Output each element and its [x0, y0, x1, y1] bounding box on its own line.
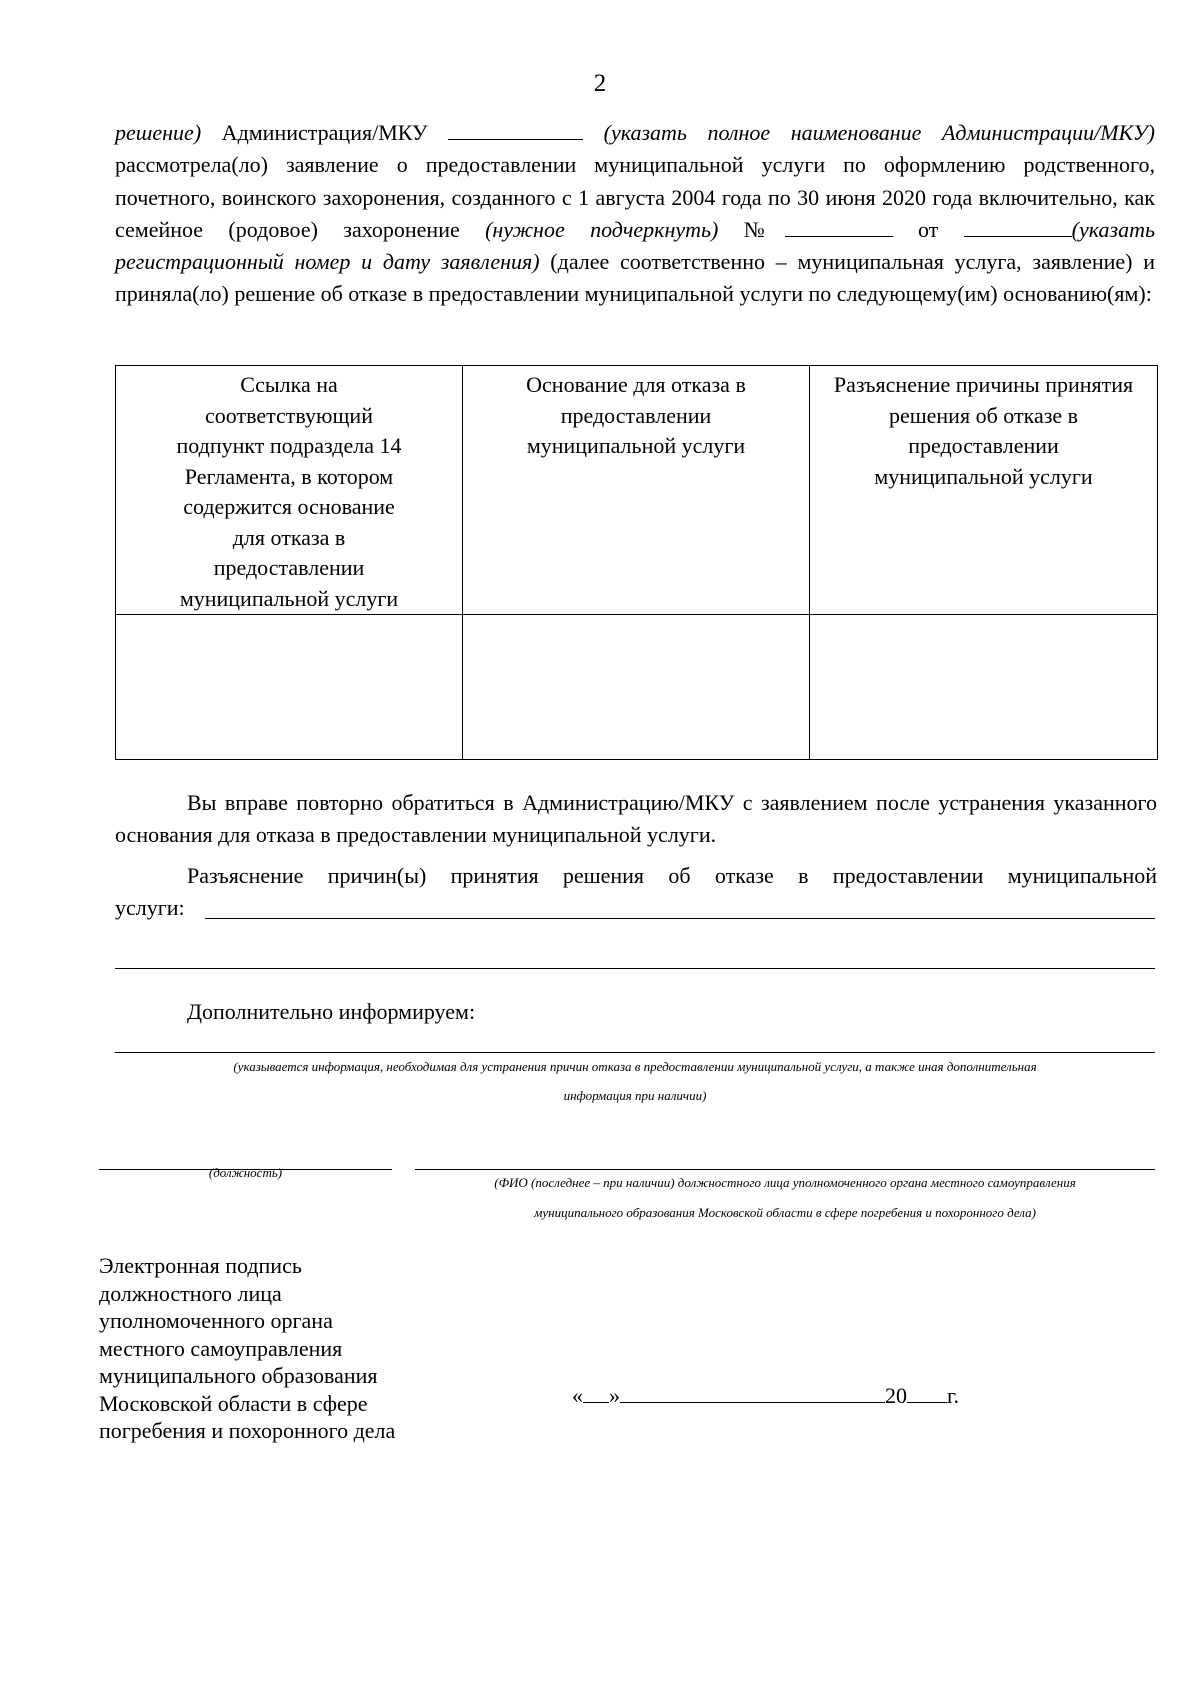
fio-caption-1: (ФИО (последнее – при наличии) должностного лица уполномоченного органа местного самоуправления [494, 1175, 1076, 1190]
organization-name-blank[interactable] [448, 119, 583, 140]
table-header-cell: Разъяснение причины принятия решения об отказе в предоставлении муниципальной услуги [810, 366, 1158, 615]
year-suffix: г. [947, 1383, 960, 1408]
year-blank[interactable] [907, 1382, 947, 1403]
number-sign: № [718, 216, 785, 242]
decision-text: Администрация/МКУ [201, 120, 449, 145]
additional-info-note-2: информация при наличии) [563, 1088, 707, 1103]
electronic-signature-label: Электронная подпись должностного лица уполномоченного органа местного самоуправления муниципального образования Московской области в сфере погребения и похоронного дела [99, 1253, 396, 1443]
additional-info-note-1: (указывается информация, необходимая для устранения причин отказа в предоставлении муниципальной услуги, а также иная дополнительная [233, 1059, 1037, 1074]
reasons-input-line-1[interactable] [205, 918, 1155, 919]
reasons-input-line-2[interactable] [115, 968, 1155, 969]
position-caption: (должность) [208, 1165, 283, 1180]
table-header-cell: Ссылка на соответствующий подпункт подраздела 14 Регламента, в котором содержится основание для отказа в предоставлении муниципальной услуги [116, 366, 463, 615]
decision-text-end: (далее соответственно – муниципальная услуга, заявление) и приняла(ло) решение об отказе в предоставлении муниципальной услуги по следующему(им) основанию(ям): [115, 249, 1155, 307]
page-number: 2 [593, 70, 607, 97]
reapply-paragraph: Вы вправе повторно обратиться в Администрацию/МКУ с заявлением после устранения указанного основания для отказа в предоставлении муниципальной услуги. [115, 790, 1157, 847]
organization-hint: (указать полное наименование Администрации/МКУ) [603, 120, 1156, 145]
date-close-quote: » [609, 1383, 620, 1408]
day-blank[interactable] [583, 1382, 609, 1403]
fio-caption-2: муниципального образования Московской области в сфере погребения и похоронного дела) [534, 1205, 1036, 1220]
decision-paragraph [115, 117, 1155, 311]
underline-hint: (нужное подчеркнуть) [485, 216, 719, 242]
date-field [572, 1382, 959, 1409]
table-header-row [116, 366, 1158, 615]
additional-info-label: Дополнительно информируем: [187, 999, 476, 1024]
fio-line[interactable] [415, 1169, 1155, 1170]
table-header-cell: Основание для отказа в предоставлении муниципальной услуги [463, 366, 810, 615]
table-cell[interactable] [810, 615, 1158, 760]
table-cell[interactable] [463, 615, 810, 760]
refusal-reasons-table [115, 365, 1158, 760]
month-blank[interactable] [620, 1382, 885, 1403]
application-number-blank[interactable] [785, 216, 893, 237]
reasons-label: услуги: [115, 895, 185, 920]
table-cell[interactable] [116, 615, 463, 760]
decision-text-main: рассмотрела(ло) заявление о предоставлении муниципальной услуги по оформлению родственного, почетного, воинского захоронения, созданного с 1 августа 2004 года по 30 июня 2020 года включительно, как семейное (родовое) захоронение [115, 152, 1155, 242]
from-word: от [892, 216, 964, 242]
year-prefix: 20 [885, 1383, 907, 1408]
registration-hint: (указать регистрационный номер и дату заявления) [115, 216, 1155, 275]
decision-text-italic: решение) [115, 120, 202, 145]
date-open-quote: « [572, 1383, 583, 1408]
application-date-blank[interactable] [964, 216, 1072, 237]
reasons-line-1: Разъяснение причин(ы) принятия решения об отказе в предоставлении муниципальной [187, 863, 1157, 888]
table-row [116, 615, 1158, 760]
